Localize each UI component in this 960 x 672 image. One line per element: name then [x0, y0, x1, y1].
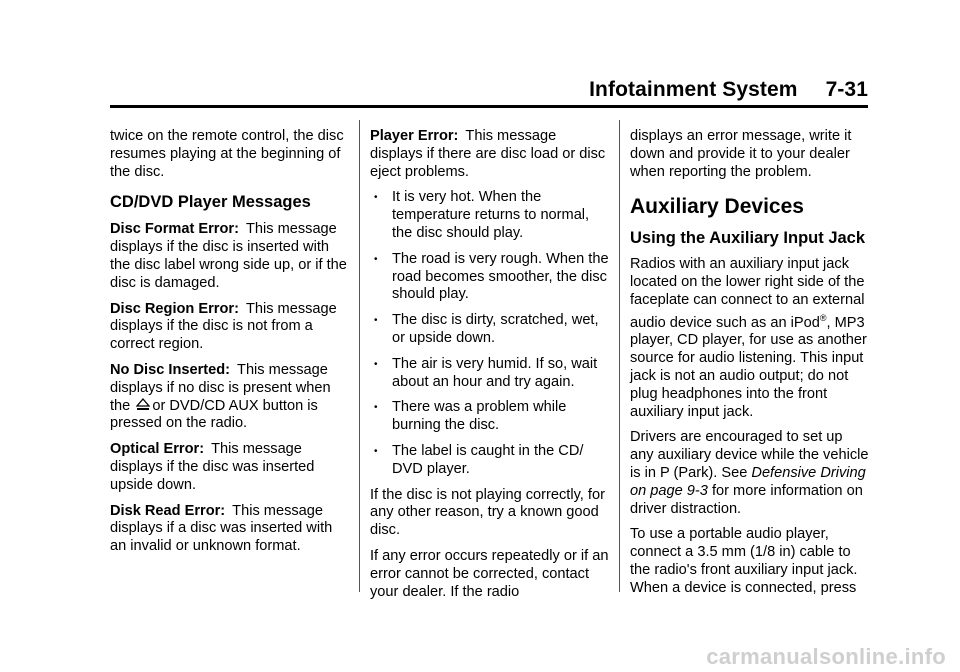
cross-reference-link[interactable]: Defensive Driving on page 9-3 [630, 465, 866, 499]
aux-jack-paragraph [630, 256, 870, 421]
description: This message displays if the disc is not from a correct region. [110, 300, 337, 353]
header-rule [110, 105, 868, 108]
term: Optical Error: [110, 441, 205, 458]
bullet: • [374, 445, 378, 457]
list-item-text: The road is very rough. When the road becomes smoother, the disc should play. [392, 250, 609, 303]
bullet-list [370, 189, 612, 478]
column-1 [110, 128, 350, 564]
disc-format-error [110, 221, 350, 292]
term: Player Error: [370, 128, 459, 144]
try-known-good-disc: If the disc is not playing correctly, for any other reason, try a known good disc. [370, 486, 605, 539]
description-cont: or DVD/CD AUX button is pressed on the radio. [110, 397, 318, 432]
page-header [110, 78, 868, 108]
driver-distraction-paragraph [630, 429, 870, 518]
description: This message displays if no disc is present when the [110, 361, 331, 414]
eject-icon [136, 398, 150, 412]
bullet: • [374, 192, 378, 204]
column-divider-2 [619, 120, 620, 592]
description: This message displays if the disc is inserted with the disc label wrong side up, or if the disc is damaged. [110, 221, 347, 291]
contact-dealer: If any error occurs repeatedly or if an error cannot be corrected, contact your dealer. If the radio [370, 547, 609, 600]
page-number: 7-31 [825, 78, 868, 101]
column-2 [370, 128, 612, 609]
list-item-text: The disc is dirty, scratched, wet, or upside down. [392, 312, 599, 346]
continued-paragraph: displays an error message, write it down and provide it to your dealer when reporting the problem. [630, 128, 852, 180]
list-item [370, 399, 612, 435]
section-title: Infotainment System [589, 78, 798, 101]
bullet: • [374, 253, 378, 265]
player-error [370, 128, 612, 181]
list-item-text: The label is caught in the CD/ DVD player. [392, 442, 584, 477]
optical-error [110, 441, 350, 494]
description: This message displays if the disc was inserted upside down. [110, 441, 315, 493]
intro-paragraph: twice on the remote control, the disc resumes playing at the beginning of the disc. [110, 128, 344, 180]
cd-dvd-messages-heading: CD/DVD Player Messages [110, 193, 311, 212]
list-item-text: There was a problem while burning the disc. [392, 399, 567, 434]
text: Radios with an auxiliary input jack located on the lower right side of the faceplate can connect to an external audio device such as an iPod [630, 256, 865, 331]
column-3 [630, 128, 870, 606]
list-item-text: The air is very humid. If so, wait about an hour and try again. [392, 355, 598, 390]
bullet: • [374, 358, 378, 370]
term: No Disc Inserted: [110, 361, 231, 378]
list-item [370, 443, 612, 479]
bullet: • [374, 402, 378, 414]
auxiliary-devices-heading: Auxiliary Devices [630, 195, 804, 219]
description: This message displays if a disc was inserted with an invalid or unknown format. [110, 502, 333, 555]
disc-region-error [110, 301, 350, 354]
registered-mark: ® [819, 312, 827, 323]
header-title [589, 78, 868, 102]
list-item [370, 251, 612, 304]
bullet: • [374, 315, 378, 327]
text: Drivers are encouraged to set up any auxiliary device while the vehicle is in P (Park). See [630, 429, 869, 482]
list-item [370, 312, 612, 348]
column-divider-1 [359, 120, 360, 592]
portable-player-paragraph: To use a portable audio player, connect a 3.5 mm (1/8 in) cable to the radio's front auxiliary input jack. When a device is connected, press [630, 526, 858, 596]
text: , MP3 player, CD player, for use as another source for audio listening. This input jack is not an audio output; do not plug headphones into the front auxiliary input jack. [630, 314, 867, 420]
list-item [370, 356, 612, 392]
watermark: carmanualsonline.info [706, 644, 946, 669]
text: for more information on driver distraction. [630, 482, 863, 517]
list-item-text: It is very hot. When the temperature returns to normal, the disc should play. [392, 189, 590, 241]
term: Disc Format Error: [110, 221, 239, 238]
term: Disc Region Error: [110, 300, 239, 317]
disk-read-error [110, 503, 350, 556]
term: Disk Read Error: [110, 502, 226, 519]
aux-input-jack-heading: Using the Auxiliary Input Jack [630, 229, 866, 248]
description: This message displays if there are disc load or disc eject problems. [370, 128, 606, 180]
no-disc-inserted [110, 362, 350, 433]
list-item [370, 189, 612, 242]
